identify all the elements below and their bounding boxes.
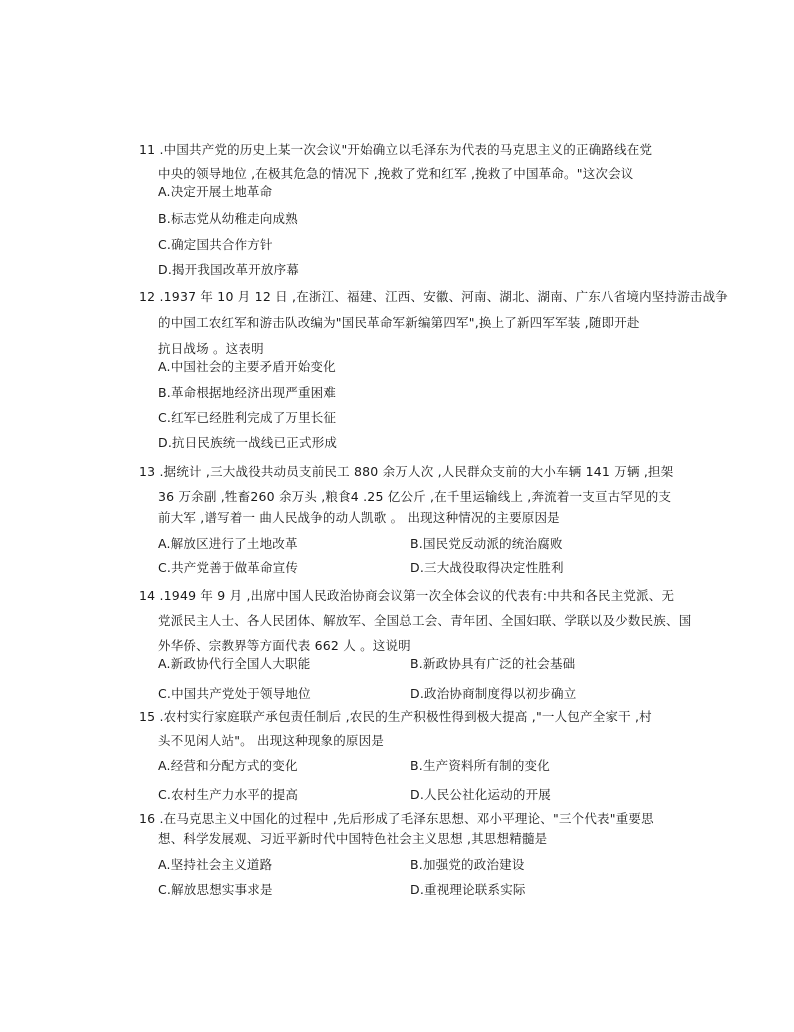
question-14-stem-line-1: 14 .1949 年 9 月 ,出席中国人民政治协商会议第一次全体会议的代表有:中共和各民主党派、无 xyxy=(139,588,675,603)
question-12-stem-line-3: 抗日战场 。这表明 xyxy=(158,341,264,356)
question-13-stem-line-2: 36 万余副 ,牲畜260 余万头 ,粮食4 .25 亿公斤 ,在千里运输线上 ,奔流着一支亘古罕见的支 xyxy=(158,489,672,504)
question-13-option-c: C.共产党善于做革命宣传 xyxy=(158,560,299,575)
question-15-option-b: B.生产资料所有制的变化 xyxy=(410,758,550,773)
question-16-stem-line-2: 想、科学发展观、习近平新时代中国特色社会主义思想 ,其思想精髓是 xyxy=(158,831,548,846)
question-12-option-b: B.革命根据地经济出现严重困难 xyxy=(158,385,337,400)
question-15-option-d: D.人民公社化运动的开展 xyxy=(410,787,551,802)
question-12-option-d: D.抗日民族统一战线已正式形成 xyxy=(158,435,338,450)
question-14-stem-line-3: 外华侨、宗教界等方面代表 662 人 。这说明 xyxy=(158,638,411,653)
question-15-stem-line-1: 15 .农村实行家庭联产承包责任制后 ,农民的生产积极性得到极大提高 ,"一人包产全家干 ,村 xyxy=(139,709,652,724)
question-11-stem-line-2: 中央的领导地位 ,在极其危急的情况下 ,挽救了党和红军 ,挽救了中国革命。"这次会议 xyxy=(158,166,634,181)
question-14-option-a: A.新政协代行全国人大职能 xyxy=(158,656,311,671)
question-13-option-a: A.解放区进行了土地改革 xyxy=(158,536,298,551)
question-14-option-d: D.政治协商制度得以初步确立 xyxy=(410,686,577,701)
question-12-stem-line-2: 的中国工农红军和游击队改编为"国民革命军新编第四军",换上了新四军军装 ,随即开赴 xyxy=(158,315,640,330)
question-11-stem-line-1: 11 .中国共产党的历史上某一次会议"开始确立以毛泽东为代表的马克思主义的正确路线在党 xyxy=(139,142,653,157)
question-15-option-a: A.经营和分配方式的变化 xyxy=(158,758,298,773)
question-12-option-a: A.中国社会的主要矛盾开始变化 xyxy=(158,359,336,374)
question-11-option-c: C.确定国共合作方针 xyxy=(158,237,273,252)
question-11-option-d: D.揭开我国改革开放序幕 xyxy=(158,262,299,277)
question-16-option-c: C.解放思想实事求是 xyxy=(158,882,273,897)
question-13-stem-line-1: 13 .据统计 ,三大战役共动员支前民工 880 余万人次 ,人民群众支前的大小车辆 141 万辆 ,担架 xyxy=(139,464,674,479)
question-16-option-b: B.加强党的政治建设 xyxy=(410,857,525,872)
question-16-option-a: A.坚持社会主义道路 xyxy=(158,857,273,872)
question-13-option-d: D.三大战役取得决定性胜利 xyxy=(410,560,564,575)
question-14-option-c: C.中国共产党处于领导地位 xyxy=(158,686,311,701)
question-12-stem-line-1: 12 .1937 年 10 月 12 日 ,在浙江、福建、江西、安徽、河南、湖北、湖南、广东八省境内坚持游击战争 xyxy=(139,289,728,304)
question-12-option-c: C.红军已经胜利完成了万里长征 xyxy=(158,410,337,425)
question-14-stem-line-2: 党派民主人士、各人民团体、解放军、全国总工会、青年团、全国妇联、学联以及少数民族、国 xyxy=(158,613,692,628)
question-15-stem-line-2: 头不见闲人站"。 出现这种现象的原因是 xyxy=(158,733,385,748)
question-11-option-a: A.决定开展土地革命 xyxy=(158,184,273,199)
question-13-option-b: B.国民党反动派的统治腐败 xyxy=(410,536,563,551)
question-11-option-b: B.标志党从幼稚走向成熟 xyxy=(158,211,298,226)
question-13-stem-line-3: 前大军 ,谱写着一 曲人民战争的动人凯歌 。 出现这种情况的主要原因是 xyxy=(158,510,560,525)
question-14-option-b: B.新政协具有广泛的社会基础 xyxy=(410,656,576,671)
question-16-option-d: D.重视理论联系实际 xyxy=(410,882,526,897)
question-16-stem-line-1: 16 .在马克思主义中国化的过程中 ,先后形成了毛泽东思想、邓小平理论、"三个代表"重要思 xyxy=(139,811,654,826)
question-15-option-c: C.农村生产力水平的提高 xyxy=(158,787,299,802)
